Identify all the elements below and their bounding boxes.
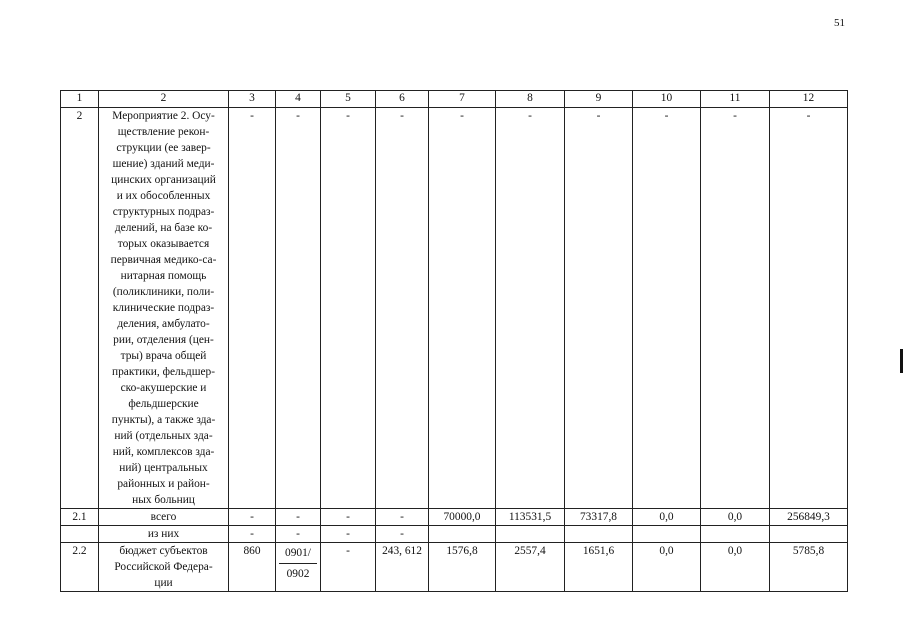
text-line: рии, отделения (цен-	[113, 334, 214, 346]
text-line: фельдшерские	[128, 398, 199, 410]
of-which-row	[61, 526, 848, 543]
regional-cell-10: 0,0	[633, 543, 701, 592]
edge-mark	[900, 349, 903, 373]
regional-cell-6: 243, 612	[376, 543, 429, 592]
header-cell: 4	[276, 91, 321, 108]
activity-cell: -	[565, 108, 633, 509]
header-cell: 8	[496, 91, 565, 108]
text-line: ний (отдельных зда-	[114, 430, 213, 442]
total-cell: 0,0	[633, 509, 701, 526]
text-line: цинских организаций	[111, 174, 216, 186]
text-line: практики, фельдшер-	[111, 366, 216, 378]
of-which-cell	[429, 526, 496, 543]
regional-cell-7: 1576,8	[429, 543, 496, 592]
total-cell: 113531,5	[496, 509, 565, 526]
regional-cell-3: 860	[229, 543, 276, 592]
total-cell: 256849,3	[770, 509, 848, 526]
text-line: делений, на базе ко-	[114, 222, 213, 234]
regional-cell-8: 2557,4	[496, 543, 565, 592]
total-cell: -	[321, 509, 376, 526]
regional-cell-11: 0,0	[701, 543, 770, 592]
regional-cell-4-top: 0901/	[279, 543, 317, 564]
row-number: 2.1	[61, 509, 99, 526]
text-line: клинические подраз-	[112, 302, 215, 314]
text-line: ции	[154, 577, 173, 589]
text-line: торых оказывается	[117, 238, 210, 250]
total-cell: 0,0	[701, 509, 770, 526]
text-line: пункты), а также зда-	[111, 414, 216, 426]
text-line: Российской Федера-	[114, 561, 213, 573]
total-cell: 70000,0	[429, 509, 496, 526]
activity-cell: -	[321, 108, 376, 509]
activity-cell: -	[229, 108, 276, 509]
total-cell: -	[229, 509, 276, 526]
header-cell: 9	[565, 91, 633, 108]
of-which-cell	[565, 526, 633, 543]
text-line: структурных подраз-	[112, 206, 215, 218]
header-cell: 10	[633, 91, 701, 108]
activity-cell: -	[376, 108, 429, 509]
page-number: 51	[834, 17, 845, 29]
of-which-cell: -	[321, 526, 376, 543]
text-line: деления, амбулато-	[117, 318, 210, 330]
activity-cell: -	[496, 108, 565, 509]
text-line: нитарная помощь	[120, 270, 207, 282]
text-line: ско-акушерские и	[120, 382, 207, 394]
header-cell: 2	[99, 91, 229, 108]
text-line: ний, комплексов зда-	[112, 446, 215, 458]
of-which-cell	[701, 526, 770, 543]
of-which-cell: -	[229, 526, 276, 543]
text-line: районных и район-	[117, 478, 210, 490]
regional-cell-9: 1651,6	[565, 543, 633, 592]
total-cell: 73317,8	[565, 509, 633, 526]
text-line: (поликлиники, поли-	[112, 286, 215, 298]
of-which-cell	[633, 526, 701, 543]
activity-cell: -	[701, 108, 770, 509]
header-row	[61, 91, 848, 108]
row-number	[61, 526, 99, 543]
row-number: 2.2	[61, 543, 99, 592]
row-number: 2	[61, 108, 99, 509]
of-which-cell: -	[276, 526, 321, 543]
of-which-cell	[770, 526, 848, 543]
of-which-cell	[496, 526, 565, 543]
regional-cell-5: -	[321, 543, 376, 592]
text-line: струкции (ее завер-	[116, 142, 211, 154]
text-line: и их обособленных	[116, 190, 211, 202]
total-cell: -	[376, 509, 429, 526]
total-cell: -	[276, 509, 321, 526]
text-line: бюджет субъектов	[119, 545, 208, 557]
text-line: первичная медико-са-	[110, 254, 217, 266]
regional-budget-label	[99, 543, 229, 592]
activity-cell: -	[276, 108, 321, 509]
header-cell: 3	[229, 91, 276, 108]
header-cell: 12	[770, 91, 848, 108]
regional-cell-12: 5785,8	[770, 543, 848, 592]
activity-description	[99, 108, 229, 509]
activity-cell: -	[633, 108, 701, 509]
header-cell: 7	[429, 91, 496, 108]
of-which-cell: -	[376, 526, 429, 543]
header-cell: 11	[701, 91, 770, 108]
budget-table	[60, 90, 848, 592]
text-line: Мероприятие 2. Осу-	[112, 110, 215, 122]
header-cell: 6	[376, 91, 429, 108]
text-line: ний) центральных	[119, 462, 208, 474]
text-line: тры) врача общей	[120, 350, 207, 362]
regional-budget-row	[61, 543, 848, 592]
activity-row	[61, 108, 848, 509]
row-label: всего	[99, 509, 229, 526]
activity-cell: -	[429, 108, 496, 509]
header-cell: 1	[61, 91, 99, 108]
activity-cell: -	[770, 108, 848, 509]
text-line: ных больниц	[132, 494, 195, 506]
regional-cell-4	[276, 543, 321, 592]
regional-cell-4-bottom: 0902	[286, 568, 310, 580]
header-cell: 5	[321, 91, 376, 108]
row-label: из них	[99, 526, 229, 543]
text-line: ществление рекон-	[117, 126, 210, 138]
total-row	[61, 509, 848, 526]
text-line: шение) зданий меди-	[112, 158, 215, 170]
